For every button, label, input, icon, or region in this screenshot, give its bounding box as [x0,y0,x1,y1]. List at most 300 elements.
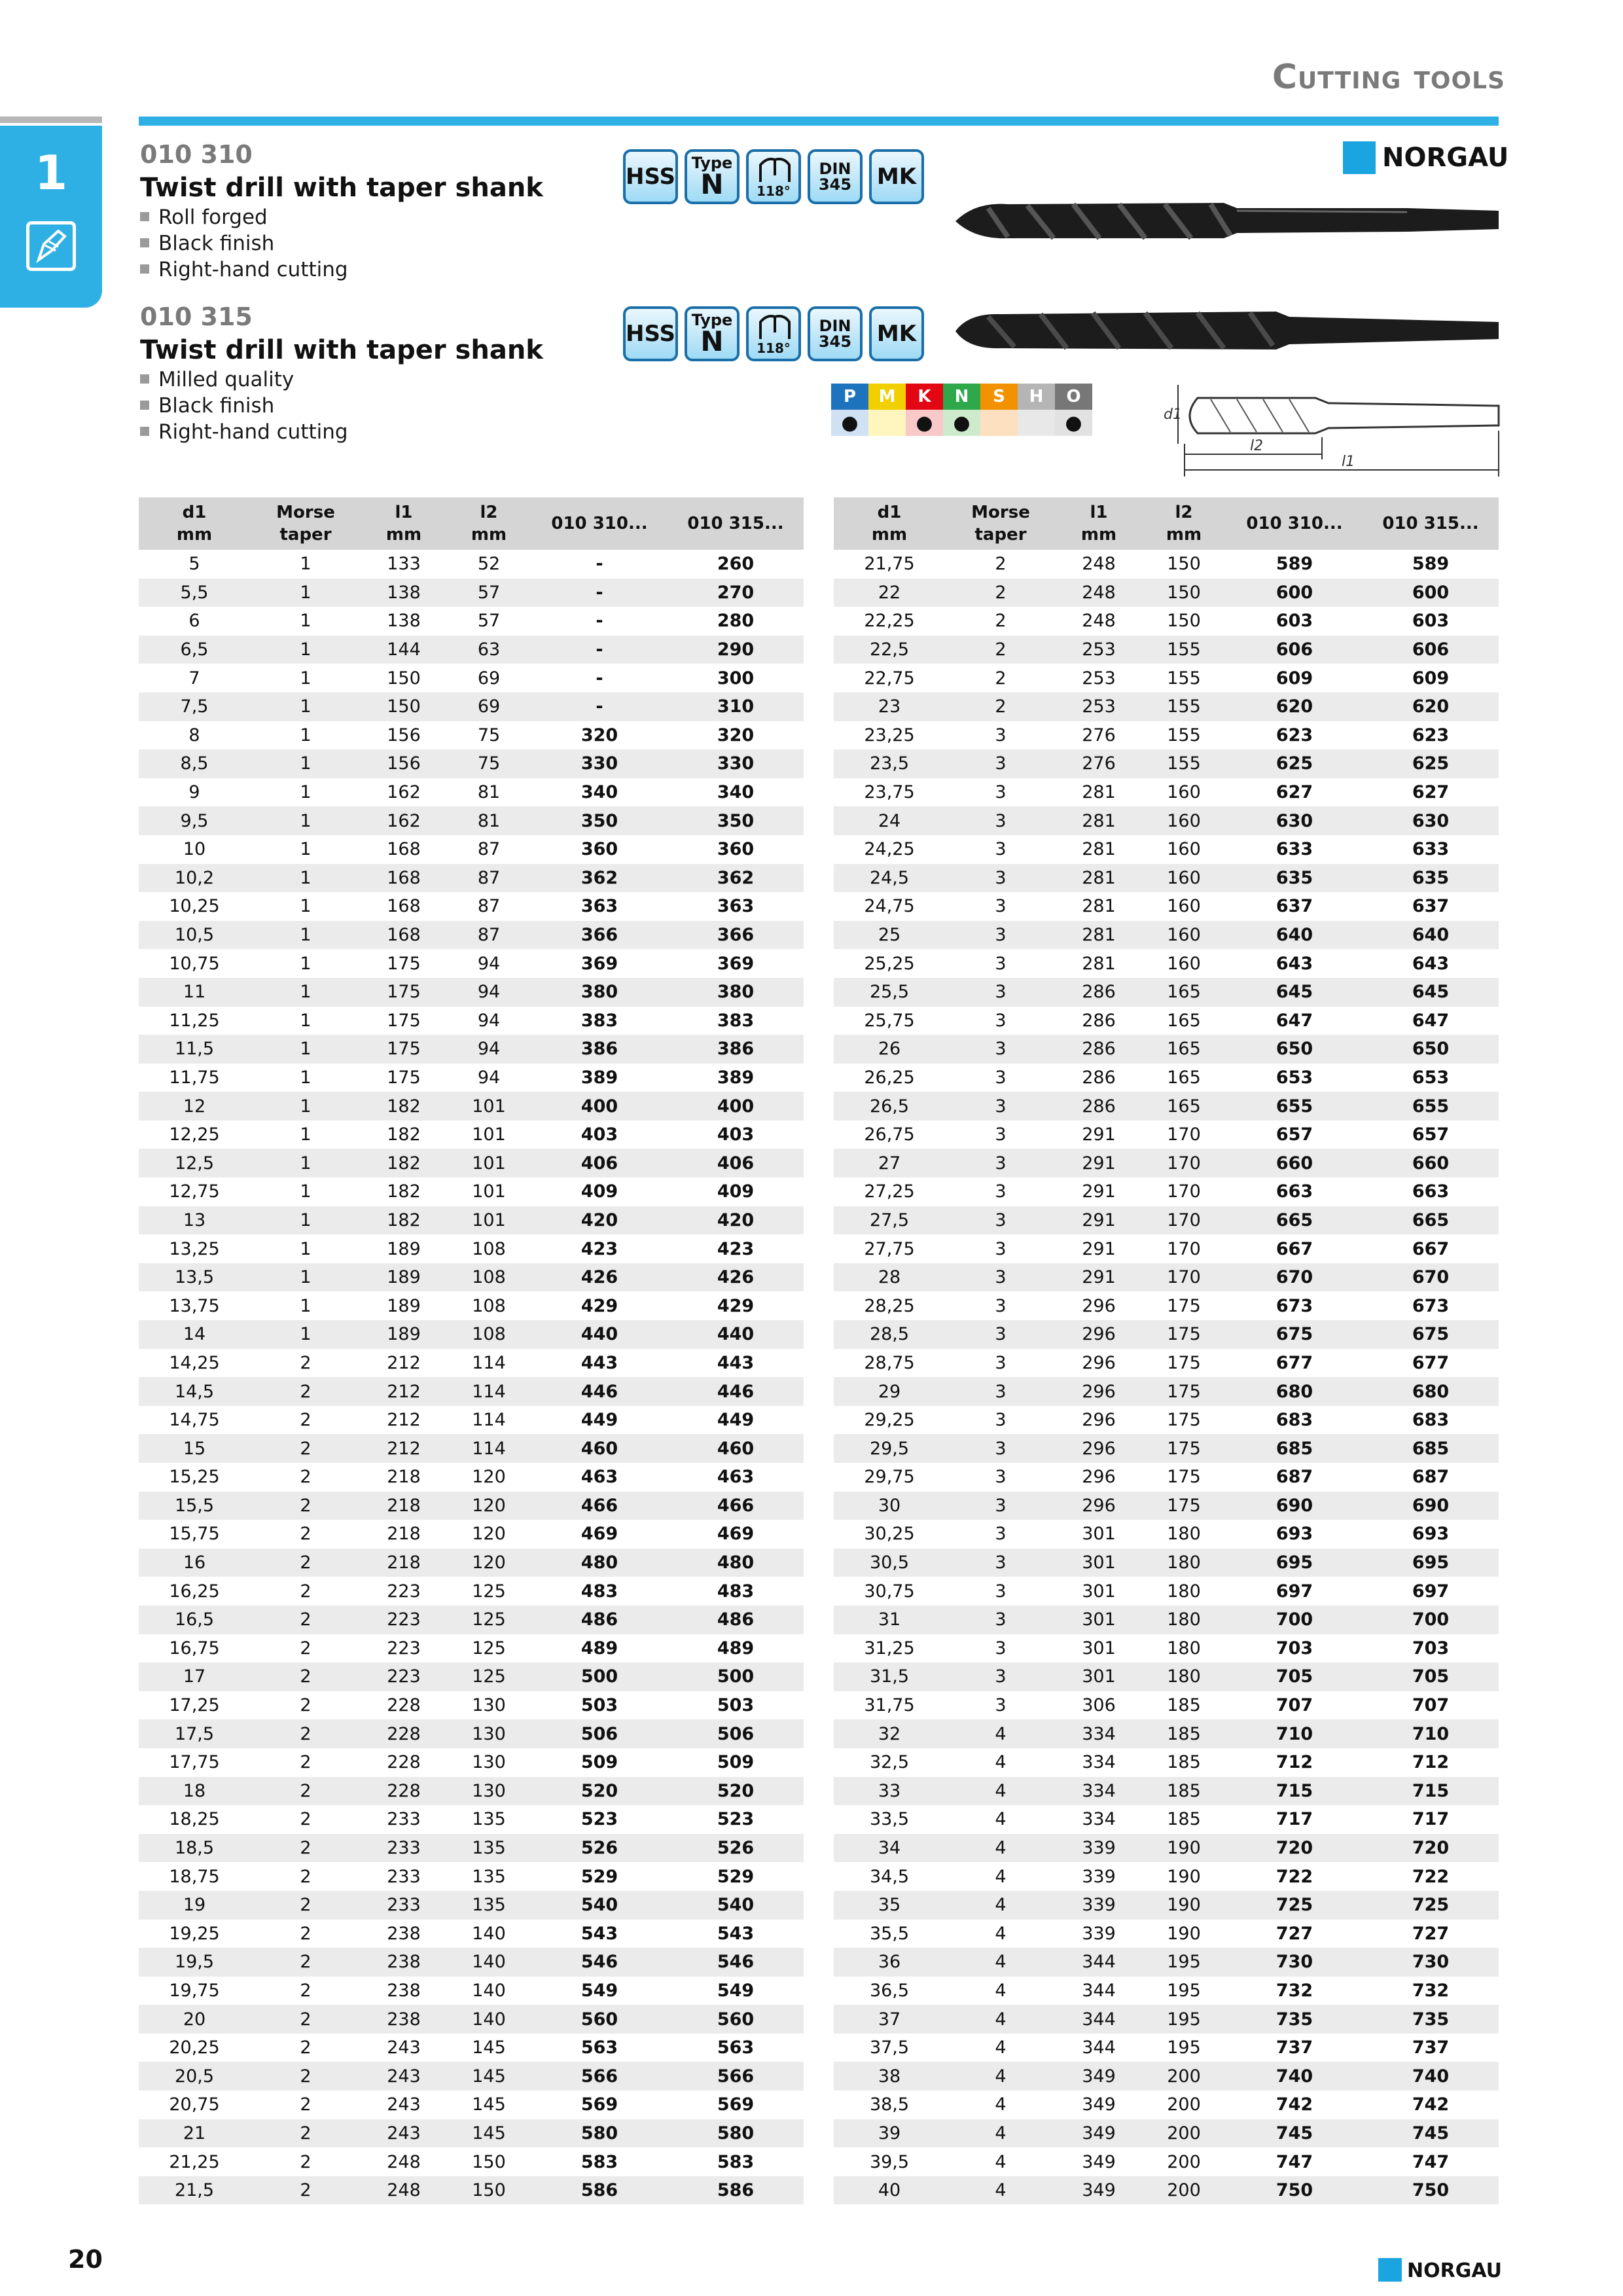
cell-price-010310: 466 [531,1492,668,1520]
cell-price-010315: 655 [1363,1092,1499,1121]
cell-price-010310: 725 [1226,1891,1363,1920]
cell-l1: 334 [1082,1752,1116,1773]
cell-l2: 140 [446,2005,531,2034]
cell-price-010315: 740 [1363,2062,1499,2090]
cell-d1: 10,75 [169,953,220,974]
table-row [139,1434,804,1463]
table-row [139,1492,804,1520]
cell-morse-taper: 3 [945,1662,1056,1691]
cell-l1: 182 [361,1092,446,1121]
cell-d1: 36,5 [869,1980,910,2001]
cell-l1: 228 [387,1695,421,1716]
cell-price-010310: 630 [1226,806,1363,835]
cell-price-010310: 663 [1275,1181,1313,1202]
cell-price-010310: 362 [531,864,668,893]
cell-l1: 189 [387,1295,421,1316]
cell-morse-taper: 1 [250,1149,361,1177]
table-row [139,1320,804,1349]
table-row [139,1035,804,1064]
cell-l2: 114 [472,1352,506,1373]
cell-price-010315: 717 [1412,1809,1450,1830]
cell-d1: 32,5 [869,1752,910,1773]
cell-price-010310: 645 [1226,978,1363,1007]
cell-price-010315: 683 [1412,1410,1450,1431]
table-row [834,1263,1499,1292]
cell-price-010310: 566 [531,2062,668,2090]
cell-l1: 212 [361,1377,446,1406]
col-header-l2: l2 mm [1141,497,1226,550]
cell-morse-taper: 2 [300,1695,312,1716]
table-row [139,921,804,950]
feature-item: Black finish [140,232,274,255]
cell-morse-taper: 1 [300,1238,312,1259]
cell-morse-taper: 4 [945,1834,1056,1863]
diagram-label-l1: l1 [1342,454,1355,470]
table-row [139,1862,804,1891]
cell-price-010315: 523 [717,1809,755,1830]
cell-morse-taper: 4 [995,1980,1007,2001]
cell-price-010315: 340 [717,782,755,803]
cell-l2: 81 [446,806,531,835]
cell-price-010310: 449 [580,1410,618,1431]
cell-price-010310: - [596,611,603,632]
cell-d1: 15,75 [169,1524,220,1545]
cell-morse-taper: 2 [300,1467,312,1488]
cell-price-010310: 687 [1275,1467,1313,1488]
cell-d1: 7 [188,668,200,689]
cell-price-010315: 560 [668,2005,804,2034]
cell-l2: 195 [1141,1948,1226,1977]
cell-price-010310: 469 [580,1524,618,1545]
table-row [834,864,1499,893]
cell-d1: 8,5 [139,749,250,778]
cell-morse-taper: 1 [300,611,312,632]
cell-price-010310: 563 [580,2037,618,2058]
cell-morse-taper: 3 [945,978,1056,1007]
table-row [834,579,1499,607]
cell-d1: 27,5 [834,1206,945,1235]
cell-price-010315: 260 [717,554,755,575]
table-row [139,835,804,864]
cell-price-010310: - [596,668,603,689]
cell-price-010310: 635 [1226,864,1363,893]
cell-l1: 189 [361,1320,446,1349]
cell-price-010310: 717 [1275,1809,1313,1830]
cell-d1: 23,25 [864,725,915,745]
cell-l1: 349 [1056,2119,1141,2148]
cell-l2: 114 [446,1434,531,1463]
cell-l2: 69 [446,692,531,721]
table-row [834,1377,1499,1406]
col-header-l2: l2 mm [446,497,531,550]
table-row [139,1206,804,1235]
left-rule [0,117,102,123]
cell-morse-taper: 3 [995,1067,1007,1088]
cell-l2: 190 [1141,1834,1226,1863]
cell-l1: 281 [1082,896,1116,917]
cell-l1: 223 [361,1605,446,1634]
cell-price-010315: 747 [1412,2151,1450,2172]
cell-l1: 168 [361,921,446,950]
cell-l2: 94 [477,1067,501,1088]
product-code: 010 315 [140,302,253,331]
cell-d1: 40 [834,2176,945,2205]
table-row [834,778,1499,807]
cell-price-010315: 680 [1363,1377,1499,1406]
cell-d1: 32 [834,1719,945,1748]
cell-l2: 155 [1141,749,1226,778]
cell-price-010310: - [531,692,668,721]
cell-price-010315: 420 [668,1206,804,1235]
cell-l2: 101 [446,1092,531,1121]
cell-price-010315: 742 [1412,2094,1450,2115]
col-header-l1: l1 mm [1056,497,1141,550]
cell-morse-taper: 4 [995,2037,1007,2058]
cell-price-010315: 663 [1412,1181,1450,1202]
cell-d1: 31 [834,1605,945,1634]
cell-price-010310: 350 [531,806,668,835]
cell-price-010310: 486 [531,1605,668,1634]
cell-l2: 165 [1167,1067,1201,1088]
cell-price-010310: 386 [531,1035,668,1064]
cell-d1: 19,75 [169,1980,220,2001]
cell-l2: 175 [1167,1410,1201,1431]
material-mark: ● [906,410,943,436]
cell-d1: 29,25 [864,1410,915,1431]
chapter-number: 1 [34,145,68,200]
hss-badge: HSS [623,306,678,361]
material-mark [1018,410,1055,436]
cell-l1: 243 [361,2119,446,2148]
section-title-text: Cutting tools [1272,58,1505,97]
cell-d1: 16,75 [169,1638,220,1659]
cell-morse-taper: 3 [995,1352,1007,1373]
cell-l1: 168 [387,896,421,917]
dimension-diagram [1158,378,1505,486]
cell-price-010310: 366 [531,921,668,950]
cell-morse-taper: 1 [250,806,361,835]
table-row [834,1891,1499,1920]
cell-d1: 25,5 [834,978,945,1007]
cell-morse-taper: 2 [250,1891,361,1920]
cell-l2: 69 [477,668,501,689]
cell-l1: 281 [1056,864,1141,893]
cell-l1: 228 [361,1719,446,1748]
cell-d1: 39 [834,2119,945,2148]
cell-d1: 29 [834,1377,945,1406]
cell-morse-taper: 1 [250,864,361,893]
cell-morse-taper: 2 [300,1638,312,1659]
cell-price-010310: 747 [1275,2151,1313,2172]
table-row [834,1234,1499,1263]
cell-l1: 228 [387,1752,421,1773]
cell-l2: 125 [446,1662,531,1691]
cell-l2: 195 [1167,2037,1201,2058]
cell-price-010315: 657 [1412,1124,1450,1145]
cell-price-010310: 403 [580,1124,618,1145]
cell-l1: 281 [1082,782,1116,803]
cell-l2: 190 [1167,1923,1201,1944]
cell-morse-taper: 3 [945,1320,1056,1349]
cell-d1: 15,25 [169,1467,220,1488]
cell-morse-taper: 1 [250,1035,361,1064]
cell-l2: 175 [1167,1352,1201,1373]
cell-l2: 160 [1167,953,1201,974]
feature-item: Right-hand cutting [140,420,348,444]
cell-price-010310: 443 [580,1352,618,1373]
cell-l2: 165 [1141,978,1226,1007]
cell-morse-taper: 2 [995,611,1007,632]
cell-l1: 349 [1082,2094,1116,2115]
cell-morse-taper: 2 [250,1605,361,1634]
cell-d1: 17,5 [139,1719,250,1748]
cell-price-010315: 750 [1363,2176,1499,2205]
point-angle-badge: 118° [746,306,801,361]
cell-price-010315: 300 [717,668,755,689]
cell-l2: 140 [472,1980,506,2001]
cell-l1: 175 [387,953,421,974]
cell-l1: 296 [1056,1377,1141,1406]
header-rule [139,117,1499,126]
cell-l2: 125 [472,1581,506,1602]
table-row [834,692,1499,721]
table-row [139,1549,804,1577]
table-row [834,2005,1499,2034]
cell-price-010310: 710 [1226,1719,1363,1748]
cell-l2: 185 [1167,1752,1201,1773]
cell-l1: 238 [387,1980,421,2001]
cell-price-010310: 460 [531,1434,668,1463]
cell-d1: 6,5 [139,636,250,664]
cell-price-010315: 643 [1412,953,1450,974]
cell-price-010310: 730 [1226,1948,1363,1977]
cell-l2: 180 [1167,1638,1201,1659]
col-header-d1: d1 mm [139,497,250,550]
cell-price-010315: 509 [717,1752,755,1773]
table-row [139,1406,804,1435]
cell-price-010315: 675 [1363,1320,1499,1349]
cell-price-010315: 635 [1363,864,1499,893]
cell-l1: 223 [387,1581,421,1602]
cell-d1: 39,5 [869,2151,910,2172]
cell-d1: 26,5 [834,1092,945,1121]
cell-l1: 144 [361,636,446,664]
cell-l1: 301 [1082,1524,1116,1545]
cell-price-010315: 693 [1412,1524,1450,1545]
cell-d1: 38 [834,2062,945,2090]
cell-morse-taper: 3 [945,749,1056,778]
cell-price-010310: 683 [1275,1410,1313,1431]
cell-price-010315: 400 [668,1092,804,1121]
cell-d1: 14,75 [169,1410,220,1431]
cell-price-010315: 386 [668,1035,804,1064]
cell-price-010315: 697 [1412,1581,1450,1602]
cell-d1: 10,2 [139,864,250,893]
cell-morse-taper: 1 [300,1124,312,1145]
cell-l1: 212 [361,1434,446,1463]
product-code: 010 310 [140,140,253,169]
material-group-h: H [1018,384,1055,410]
cell-l2: 155 [1167,668,1201,689]
cell-d1: 16,5 [139,1605,250,1634]
cell-l1: 296 [1082,1467,1116,1488]
cell-price-010310: 740 [1226,2062,1363,2090]
cell-price-010315: 725 [1363,1891,1499,1920]
cell-l1: 339 [1056,1834,1141,1863]
cell-l1: 291 [1056,1206,1141,1235]
cell-d1: 13,75 [169,1295,220,1316]
cell-price-010315: 710 [1363,1719,1499,1748]
cell-d1: 36 [834,1948,945,1977]
cell-l2: 180 [1167,1581,1201,1602]
cell-price-010310: 712 [1275,1752,1313,1773]
cell-morse-taper: 3 [945,1206,1056,1235]
cell-morse-taper: 2 [945,692,1056,721]
table-row [139,692,804,721]
col-header-010310: 010 310... [1226,497,1363,550]
cell-price-010310: 463 [580,1467,618,1488]
cell-d1: 29,75 [864,1467,915,1488]
cell-morse-taper: 2 [995,668,1007,689]
cell-morse-taper: 2 [945,636,1056,664]
cell-d1: 12,25 [169,1124,220,1145]
cell-d1: 26,25 [864,1067,915,1088]
cell-morse-taper: 2 [250,1777,361,1806]
cell-l2: 175 [1141,1377,1226,1406]
cell-price-010315: 520 [668,1777,804,1806]
cell-l2: 170 [1141,1206,1226,1235]
drill-icon [26,221,76,271]
cell-l1: 296 [1082,1410,1116,1431]
cell-price-010315: 653 [1412,1067,1450,1088]
cell-price-010315: 460 [668,1434,804,1463]
cell-l2: 87 [477,896,501,917]
cell-d1: 14,5 [139,1377,250,1406]
cell-d1: 34 [834,1834,945,1863]
cell-l2: 155 [1141,692,1226,721]
cell-l1: 296 [1056,1434,1141,1463]
cell-price-010310: 690 [1226,1492,1363,1520]
cell-l2: 145 [472,2037,506,2058]
cell-l2: 160 [1167,782,1201,803]
cell-l1: 218 [361,1549,446,1577]
cell-price-010310: 320 [580,725,618,745]
cell-morse-taper: 3 [995,896,1007,917]
cell-l2: 120 [472,1467,506,1488]
cell-l2: 165 [1141,1092,1226,1121]
cell-l2: 165 [1141,1035,1226,1064]
cell-price-010310: 423 [580,1238,618,1259]
cell-l2: 180 [1141,1605,1226,1634]
cell-l2: 175 [1141,1434,1226,1463]
cell-morse-taper: 1 [300,1181,312,1202]
cell-d1: 31,5 [834,1662,945,1691]
cell-l2: 75 [477,725,501,745]
cell-morse-taper: 2 [995,554,1007,575]
cell-l2: 180 [1141,1549,1226,1577]
cell-d1: 25 [834,921,945,950]
cell-l1: 182 [361,1149,446,1177]
table-row [139,1463,804,1492]
cell-price-010315: 677 [1412,1352,1450,1373]
cell-morse-taper: 4 [945,1891,1056,1920]
cell-price-010310: 420 [531,1206,668,1235]
cell-price-010315: 670 [1363,1263,1499,1292]
cell-l2: 170 [1167,1124,1201,1145]
cell-price-010310: 715 [1226,1777,1363,1806]
table-row [834,1492,1499,1520]
cell-l2: 101 [446,1206,531,1235]
cell-morse-taper: 3 [995,1467,1007,1488]
cell-l2: 200 [1167,2151,1201,2172]
cell-d1: 26 [834,1035,945,1064]
cell-d1: 21 [139,2119,250,2148]
cell-d1: 19,5 [139,1948,250,1977]
mk-badge: MK [869,149,924,204]
cell-l1: 133 [387,554,421,575]
cell-d1: 11,5 [139,1035,250,1064]
cell-morse-taper: 1 [250,1206,361,1235]
cell-d1: 38,5 [869,2094,910,2115]
cell-price-010315: 685 [1363,1434,1499,1463]
cell-morse-taper: 2 [250,2119,361,2148]
table-row [139,1805,804,1834]
cell-l2: 185 [1141,1777,1226,1806]
cell-d1: 11 [139,978,250,1007]
cell-price-010310: 750 [1226,2176,1363,2205]
cell-l1: 175 [361,1035,446,1064]
cell-price-010315: 380 [668,978,804,1007]
cell-l1: 291 [1082,1238,1116,1259]
cell-l2: 94 [446,1035,531,1064]
material-mark: ● [943,410,980,436]
cell-l1: 228 [361,1777,446,1806]
table-row [139,2119,804,2148]
table-row [139,1263,804,1292]
table-row [139,778,804,807]
cell-morse-taper: 2 [250,2176,361,2205]
point-angle-badge: 118° [746,149,801,204]
cell-price-010310: 583 [580,2151,618,2172]
feature-item: Right-hand cutting [140,258,348,281]
cell-l2: 57 [477,611,501,632]
cell-price-010310: 520 [531,1777,668,1806]
cell-morse-taper: 4 [995,1866,1007,1887]
cell-morse-taper: 3 [945,1149,1056,1177]
cell-l1: 276 [1082,725,1116,745]
cell-morse-taper: 2 [300,1866,312,1887]
cell-l1: 238 [361,2005,446,2034]
cell-price-010310: 380 [531,978,668,1007]
table-row [139,550,804,579]
table-row [139,1007,804,1035]
cell-d1: 37 [834,2005,945,2034]
cell-morse-taper: 2 [300,1524,312,1545]
cell-morse-taper: 1 [250,921,361,950]
cell-price-010315: 466 [668,1492,804,1520]
table-row [139,892,804,921]
cell-d1: 21,75 [864,554,915,575]
material-mark: ● [831,410,868,436]
cell-price-010310: 640 [1226,921,1363,950]
cell-price-010310: 446 [531,1377,668,1406]
cell-l2: 180 [1167,1524,1201,1545]
cell-l2: 120 [446,1492,531,1520]
cell-l1: 296 [1082,1352,1116,1373]
cell-d1: 27 [834,1149,945,1177]
feature-item: Roll forged [140,206,268,229]
cell-morse-taper: 2 [300,2094,312,2115]
